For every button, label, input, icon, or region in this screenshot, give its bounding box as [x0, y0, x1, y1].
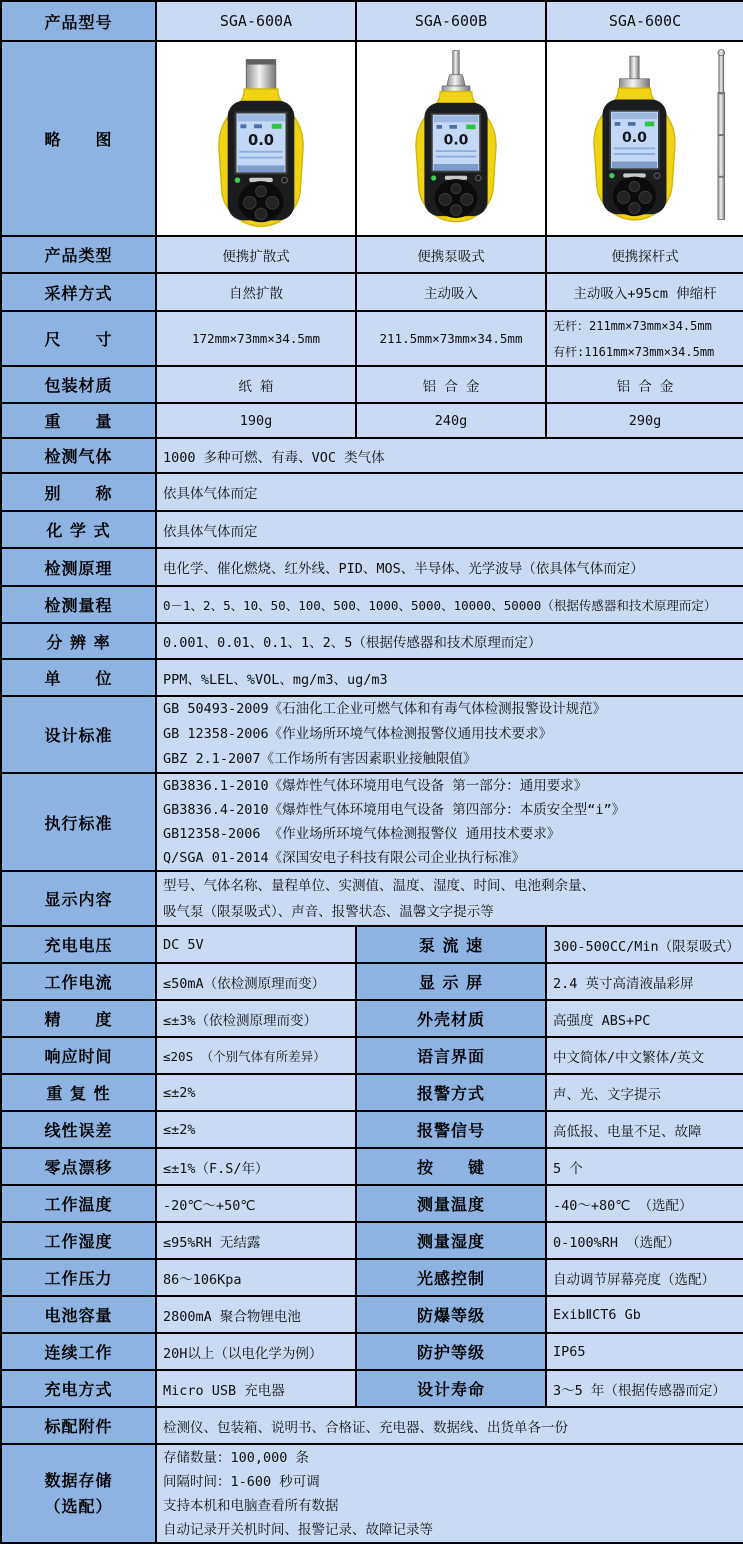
row-dual	[1, 1000, 743, 1037]
spec-value: 主动吸入+95cm 伸缩杆	[546, 273, 743, 311]
spec-value: 依具体气体而定	[156, 511, 743, 548]
storage-line: 存储数量：100,000 条	[163, 1449, 310, 1466]
spec-value	[546, 311, 743, 366]
storage-line: 支持本机和电脑查看所有数据	[163, 1497, 339, 1514]
size-with-rod: 有杆:1161mm×73mm×34.5mm	[553, 344, 715, 359]
spec-value: 高强度 ABS+PC	[546, 1000, 743, 1037]
standard-line: Q/SGA 01-2014《深国安电子科技有限公司企业执行标准》	[163, 850, 526, 866]
row-label: 重 量	[1, 403, 156, 438]
row-principle	[1, 548, 743, 586]
row-dual	[1, 1185, 743, 1222]
spec-value: 172mm×73mm×34.5mm	[156, 311, 356, 366]
spec-value: 高低报、电量不足、故障	[546, 1111, 743, 1148]
standard-line: GBZ 2.1-2007《工作场所有害因素职业接触限值》	[163, 751, 477, 767]
storage-line: 自动记录开关机时间、报警记录、故障记录等	[163, 1521, 433, 1538]
row-dual	[1, 1333, 743, 1370]
device-screen-value: 0.0	[443, 132, 469, 149]
spec-value: 240g	[356, 403, 546, 438]
row-label: 语言界面	[356, 1037, 546, 1074]
spec-value: 铝 合 金	[546, 366, 743, 403]
row-label: 设计寿命	[356, 1370, 546, 1407]
row-design-standard	[1, 696, 743, 773]
row-formula	[1, 511, 743, 548]
row-sampling	[1, 273, 743, 311]
spec-value: -20℃～+50℃	[156, 1185, 356, 1222]
row-label: 执行标准	[1, 773, 156, 871]
pump-probe-icon	[453, 51, 460, 75]
row-product-type	[1, 236, 743, 273]
row-dual	[1, 1222, 743, 1259]
row-data-storage	[1, 1444, 743, 1543]
sensor-tube-icon	[630, 56, 639, 80]
row-gas	[1, 438, 743, 473]
display-line: 型号、气体名称、量程单位、实测值、温度、湿度、时间、电池剩余量、	[163, 877, 595, 894]
spec-value	[156, 1444, 743, 1543]
row-label: 报警方式	[356, 1074, 546, 1111]
row-label: 分 辨 率	[1, 623, 156, 659]
standard-line: GB12358-2006 《作业场所环境气体检测报警仪 通用技术要求》	[163, 826, 561, 842]
spec-value: 自然扩散	[156, 273, 356, 311]
row-label: 按 键	[356, 1148, 546, 1185]
row-label: 充电电压	[1, 926, 156, 963]
spec-value: 主动吸入	[356, 273, 546, 311]
spec-value: 纸 箱	[156, 366, 356, 403]
row-label: 工作电流	[1, 963, 156, 1000]
spec-value: 5 个	[546, 1148, 743, 1185]
model-name-a: SGA-600A	[156, 1, 356, 41]
row-range	[1, 586, 743, 623]
spec-value: ≤20S （个别气体有所差异）	[156, 1037, 356, 1074]
spec-value: 0-100%RH （选配）	[546, 1222, 743, 1259]
spec-value	[156, 696, 743, 773]
spec-value: PPM、%LEL、%VOL、mg/m3、ug/m3	[156, 659, 743, 696]
row-label: 响应时间	[1, 1037, 156, 1074]
row-unit	[1, 659, 743, 696]
spec-value: 2800mA 聚合物锂电池	[156, 1296, 356, 1333]
telescopic-rod-icon	[718, 49, 725, 219]
spec-value: 211.5mm×73mm×34.5mm	[356, 311, 546, 366]
device-screen-value: 0.0	[247, 131, 275, 149]
row-label: 光感控制	[356, 1259, 546, 1296]
row-label	[1, 1444, 156, 1543]
spec-value: 便携探杆式	[546, 236, 743, 273]
spec-value: 3～5 年（根据传感器而定）	[546, 1370, 743, 1407]
row-weight	[1, 403, 743, 438]
spec-value: ≤95%RH 无结露	[156, 1222, 356, 1259]
row-label: 重 复 性	[1, 1074, 156, 1111]
row-label: 零点漂移	[1, 1148, 156, 1185]
row-display-content	[1, 871, 743, 926]
spec-value: ≤±2%	[156, 1074, 356, 1111]
row-exec-standard	[1, 773, 743, 871]
product-photo-sga-600c	[553, 43, 743, 234]
row-label: 报警信号	[356, 1111, 546, 1148]
spec-value: 1000 多种可燃、有毒、VOC 类气体	[156, 438, 743, 473]
row-label: 电池容量	[1, 1296, 156, 1333]
spec-value: 0－1、2、5、10、50、100、500、1000、5000、10000、50000（根据传感器和技术原理而定）	[156, 586, 743, 623]
row-dual	[1, 963, 743, 1000]
row-accessories	[1, 1407, 743, 1444]
row-label: 充电方式	[1, 1370, 156, 1407]
spec-value	[156, 773, 743, 871]
row-dual	[1, 926, 743, 963]
row-label: 工作压力	[1, 1259, 156, 1296]
standard-line: GB 50493-2009《石油化工企业可燃气体和有毒气体检测报警设计规范》	[163, 701, 607, 717]
device-screen-value: 0.0	[621, 129, 647, 146]
spec-value: 86～106Kpa	[156, 1259, 356, 1296]
spec-value: ≤±2%	[156, 1111, 356, 1148]
storage-label-line: （选配）	[44, 1496, 113, 1516]
row-label: 精 度	[1, 1000, 156, 1037]
row-label: 产品类型	[1, 236, 156, 273]
spec-value: 190g	[156, 403, 356, 438]
row-label: 显示内容	[1, 871, 156, 926]
model-name-b: SGA-600B	[356, 1, 546, 41]
model-name-c: SGA-600C	[546, 1, 743, 41]
row-label: 外壳材质	[356, 1000, 546, 1037]
size-no-rod: 无杆：211mm×73mm×34.5mm	[553, 318, 712, 333]
standard-line: GB3836.4-2010《爆炸性气体环境用电气设备 第四部分：本质安全型“i”》	[163, 802, 626, 818]
row-label: 连续工作	[1, 1333, 156, 1370]
row-dual	[1, 1370, 743, 1407]
row-dual	[1, 1074, 743, 1111]
standard-line: GB 12358-2006《作业场所环境气体检测报警仪通用技术要求》	[163, 726, 553, 742]
row-dual	[1, 1148, 743, 1185]
row-label: 检测原理	[1, 548, 156, 586]
spec-value	[156, 871, 743, 926]
row-label: 化 学 式	[1, 511, 156, 548]
product-photo-sga-600b	[363, 43, 546, 234]
product-photo-cell-a	[156, 41, 356, 236]
spec-value: ≤±1%（F.S/年）	[156, 1148, 356, 1185]
spec-value: Micro USB 充电器	[156, 1370, 356, 1407]
row-label-sketch: 略 图	[1, 41, 156, 236]
row-dual	[1, 1296, 743, 1333]
spec-value: 中文简体/中文繁体/英文	[546, 1037, 743, 1074]
row-label-model: 产品型号	[1, 1, 156, 41]
row-model	[1, 1, 743, 41]
spec-value: 290g	[546, 403, 743, 438]
product-photo-cell-b	[356, 41, 546, 236]
storage-line: 间隔时间：1-600 秒可调	[163, 1473, 320, 1490]
row-sketch	[1, 41, 743, 236]
row-label: 泵 流 速	[356, 926, 546, 963]
spec-value: 声、光、文字提示	[546, 1074, 743, 1111]
spec-value: 便携扩散式	[156, 236, 356, 273]
spec-value: ExibⅡCT6 Gb	[546, 1296, 743, 1333]
storage-label-line: 数据存储	[44, 1470, 113, 1490]
spec-value: ≤±3%（依检测原理而变）	[156, 1000, 356, 1037]
row-label: 测量温度	[356, 1185, 546, 1222]
row-label: 防护等级	[356, 1333, 546, 1370]
spec-value: 20H以上（以电化学为例）	[156, 1333, 356, 1370]
row-resolution	[1, 623, 743, 659]
row-label: 防爆等级	[356, 1296, 546, 1333]
row-dual	[1, 1111, 743, 1148]
row-label: 设计标准	[1, 696, 156, 773]
spec-value: 300-500CC/Min（限泵吸式）	[546, 926, 743, 963]
spec-value: 电化学、催化燃烧、红外线、PID、MOS、半导体、光学波导（依具体气体而定）	[156, 548, 743, 586]
row-label: 标配附件	[1, 1407, 156, 1444]
row-label: 单 位	[1, 659, 156, 696]
row-label: 检测量程	[1, 586, 156, 623]
row-label: 采样方式	[1, 273, 156, 311]
row-size	[1, 311, 743, 366]
spec-value: 检测仪、包装箱、说明书、合格证、充电器、数据线、出货单各一份	[156, 1407, 743, 1444]
row-alias	[1, 473, 743, 511]
row-label: 工作温度	[1, 1185, 156, 1222]
row-label: 检测气体	[1, 438, 156, 473]
spec-value: 依具体气体而定	[156, 473, 743, 511]
row-label: 别 称	[1, 473, 156, 511]
row-label: 线性误差	[1, 1111, 156, 1148]
spec-value: 便携泵吸式	[356, 236, 546, 273]
row-label: 包装材质	[1, 366, 156, 403]
standard-line: GB3836.1-2010《爆炸性气体环境用电气设备 第一部分：通用要求》	[163, 778, 588, 794]
spec-value: 自动调节屏幕亮度（选配）	[546, 1259, 743, 1296]
row-dual	[1, 1037, 743, 1074]
product-photo-sga-600a	[163, 43, 356, 234]
row-label: 显 示 屏	[356, 963, 546, 1000]
spec-value: 0.001、0.01、0.1、1、2、5（根据传感器和技术原理而定）	[156, 623, 743, 659]
row-label: 测量湿度	[356, 1222, 546, 1259]
row-label: 尺 寸	[1, 311, 156, 366]
row-label: 工作湿度	[1, 1222, 156, 1259]
spec-value: DC 5V	[156, 926, 356, 963]
spec-value: IP65	[546, 1333, 743, 1370]
spec-value: 2.4 英寸高清液晶彩屏	[546, 963, 743, 1000]
product-photo-cell-c	[546, 41, 743, 236]
display-line: 吸气泵（限泵吸式）、声音、报警状态、温馨文字提示等	[163, 903, 494, 920]
spec-value: ≤50mA（依检测原理而变）	[156, 963, 356, 1000]
spec-value: -40～+80℃ （选配）	[546, 1185, 743, 1222]
row-packing	[1, 366, 743, 403]
spec-value: 铝 合 金	[356, 366, 546, 403]
row-dual	[1, 1259, 743, 1296]
